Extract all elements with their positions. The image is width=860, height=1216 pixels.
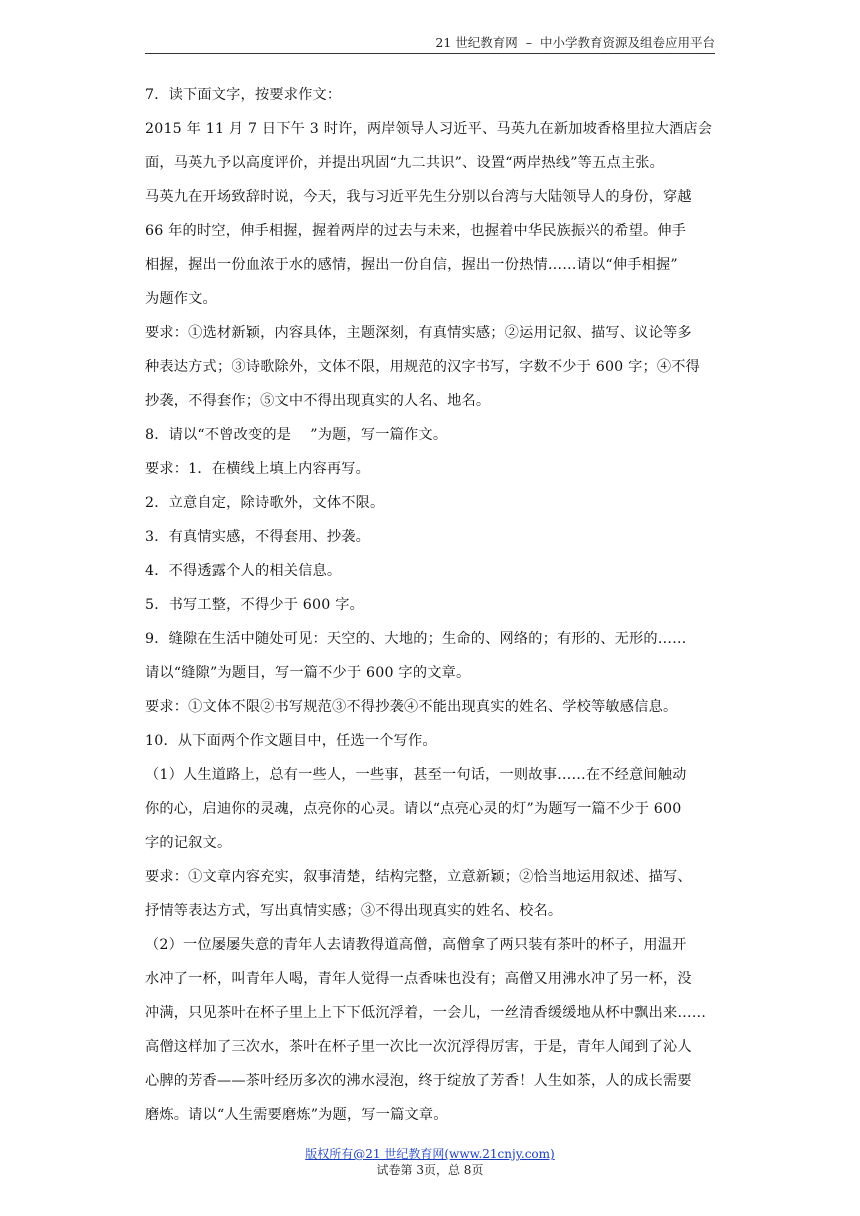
- question-10-option-1-line: 字的记叙文。: [145, 835, 232, 851]
- question-7-requirements-line: 抄袭，不得套作；⑤文中不得出现真实的人名、地名。: [145, 393, 491, 409]
- question-10-option-2-line: 磨炼。请以“人生需要磨炼”为题，写一篇文章。: [145, 1107, 448, 1123]
- header-separator: –: [525, 35, 532, 50]
- question-10-option-1-line: （1）人生道路上，总有一些人，一些事，甚至一句话，一则故事……在不经意间触动: [145, 767, 687, 783]
- question-9-requirements: 要求：①文体不限②书写规范③不得抄袭④不能出现真实的姓名、学校等敏感信息。: [145, 699, 678, 715]
- question-10-option-2-line: 心脾的芳香——茶叶经历多次的沸水浸泡，终于绽放了芳香！人生如茶，人的成长需要: [145, 1073, 692, 1089]
- copyright-link[interactable]: 版权所有@21 世纪教育网(www.21cnjy.com): [305, 1147, 555, 1161]
- question-10-option-2-line: （2）一位屡屡失意的青年人去请教得道高僧，高僧拿了两只装有茶叶的杯子，用温开: [145, 937, 687, 953]
- question-10-option-2-line: 冲满，只见茶叶在杯子里上上下下低沉浮着，一会儿，一丝清香缓缓地从杯中飘出来……: [145, 1005, 707, 1021]
- question-7-requirements-line: 种表达方式；③诗歌除外，文体不限，用规范的汉字书写，字数不少于 600 字；④不得: [145, 359, 701, 375]
- question-10-option-2-line: 高僧这样加了三次水，茶叶在杯子里一次比一次沉浮得厉害，于是，青年人闻到了沁人: [145, 1039, 692, 1055]
- question-10-option-1-requirements: 抒情等表达方式，写出真情实感；③不得出现真实的姓名、校名。: [145, 903, 563, 919]
- question-7-title: 7．读下面文字，按要求作文：: [145, 87, 342, 103]
- header-site-name: 21 世纪教育网: [435, 35, 518, 50]
- page-header: [145, 33, 715, 54]
- question-9-text-line: 请以“缝隙”为题目，写一篇不少于 600 字的文章。: [145, 665, 471, 681]
- question-8-title: 8．请以“不曾改变的是 ”为题，写一篇作文。: [145, 427, 448, 443]
- question-10-option-2-line: 水冲了一杯，叫青年人喝，青年人觉得一点香味也没有；高僧又用沸水冲了另一杯，没: [145, 971, 692, 987]
- question-10-option-1-line: 你的心，启迪你的灵魂，点亮你的心灵。请以“点亮心灵的灯”为题写一篇不少于 600: [145, 801, 682, 817]
- question-7-requirements-line: 要求：①选材新颖，内容具体，主题深刻，有真情实感；②运用记叙、描写、议论等多: [145, 325, 692, 341]
- document-body: [145, 78, 725, 1132]
- question-7-text-line: 马英九在开场致辞时说，今天，我与习近平先生分别以台湾与大陆领导人的身份，穿越: [145, 189, 692, 205]
- question-8-requirement: 2．立意自定，除诗歌外，文体不限。: [145, 495, 385, 511]
- question-7-text-line: 2015 年 11 月 7 日下午 3 时许，两岸领导人习近平、马英九在新加坡香格里拉大酒店会: [145, 121, 713, 137]
- page-footer: [0, 1146, 860, 1178]
- question-8-requirement: 3．有真情实感，不得套用、抄袭。: [145, 529, 371, 545]
- question-10-option-1-requirements: 要求：①文章内容充实，叙事清楚，结构完整，立意新颖；②恰当地运用叙述、描写、: [145, 869, 692, 885]
- question-7-text-line: 面，马英九予以高度评价，并提出巩固“九二共识”、设置“两岸热线”等五点主张。: [145, 155, 664, 171]
- page-number: 试卷第 3页，总 8页: [376, 1163, 484, 1177]
- header-tagline: 中小学教育资源及组卷应用平台: [539, 35, 715, 50]
- question-8-requirement: 5．书写工整，不得少于 600 字。: [145, 597, 364, 613]
- question-7-text-line: 为题作文。: [145, 291, 217, 307]
- question-7-text-line: 相握，握出一份血浓于水的感情，握出一份自信，握出一份热情……请以“伸手相握”: [145, 257, 678, 273]
- question-8-requirement: 4．不得透露个人的相关信息。: [145, 563, 342, 579]
- question-9-title: 9．缝隙在生活中随处可见：天空的、大地的；生命的、网络的；有形的、无形的……: [145, 631, 687, 647]
- question-10-title: 10．从下面两个作文题目中，任选一个写作。: [145, 733, 437, 749]
- question-7-text-line: 66 年的时空，伸手相握，握着两岸的过去与未来，也握着中华民族振兴的希望。伸手: [145, 223, 687, 239]
- question-8-requirement: 要求：1．在横线上填上内容再写。: [145, 461, 371, 477]
